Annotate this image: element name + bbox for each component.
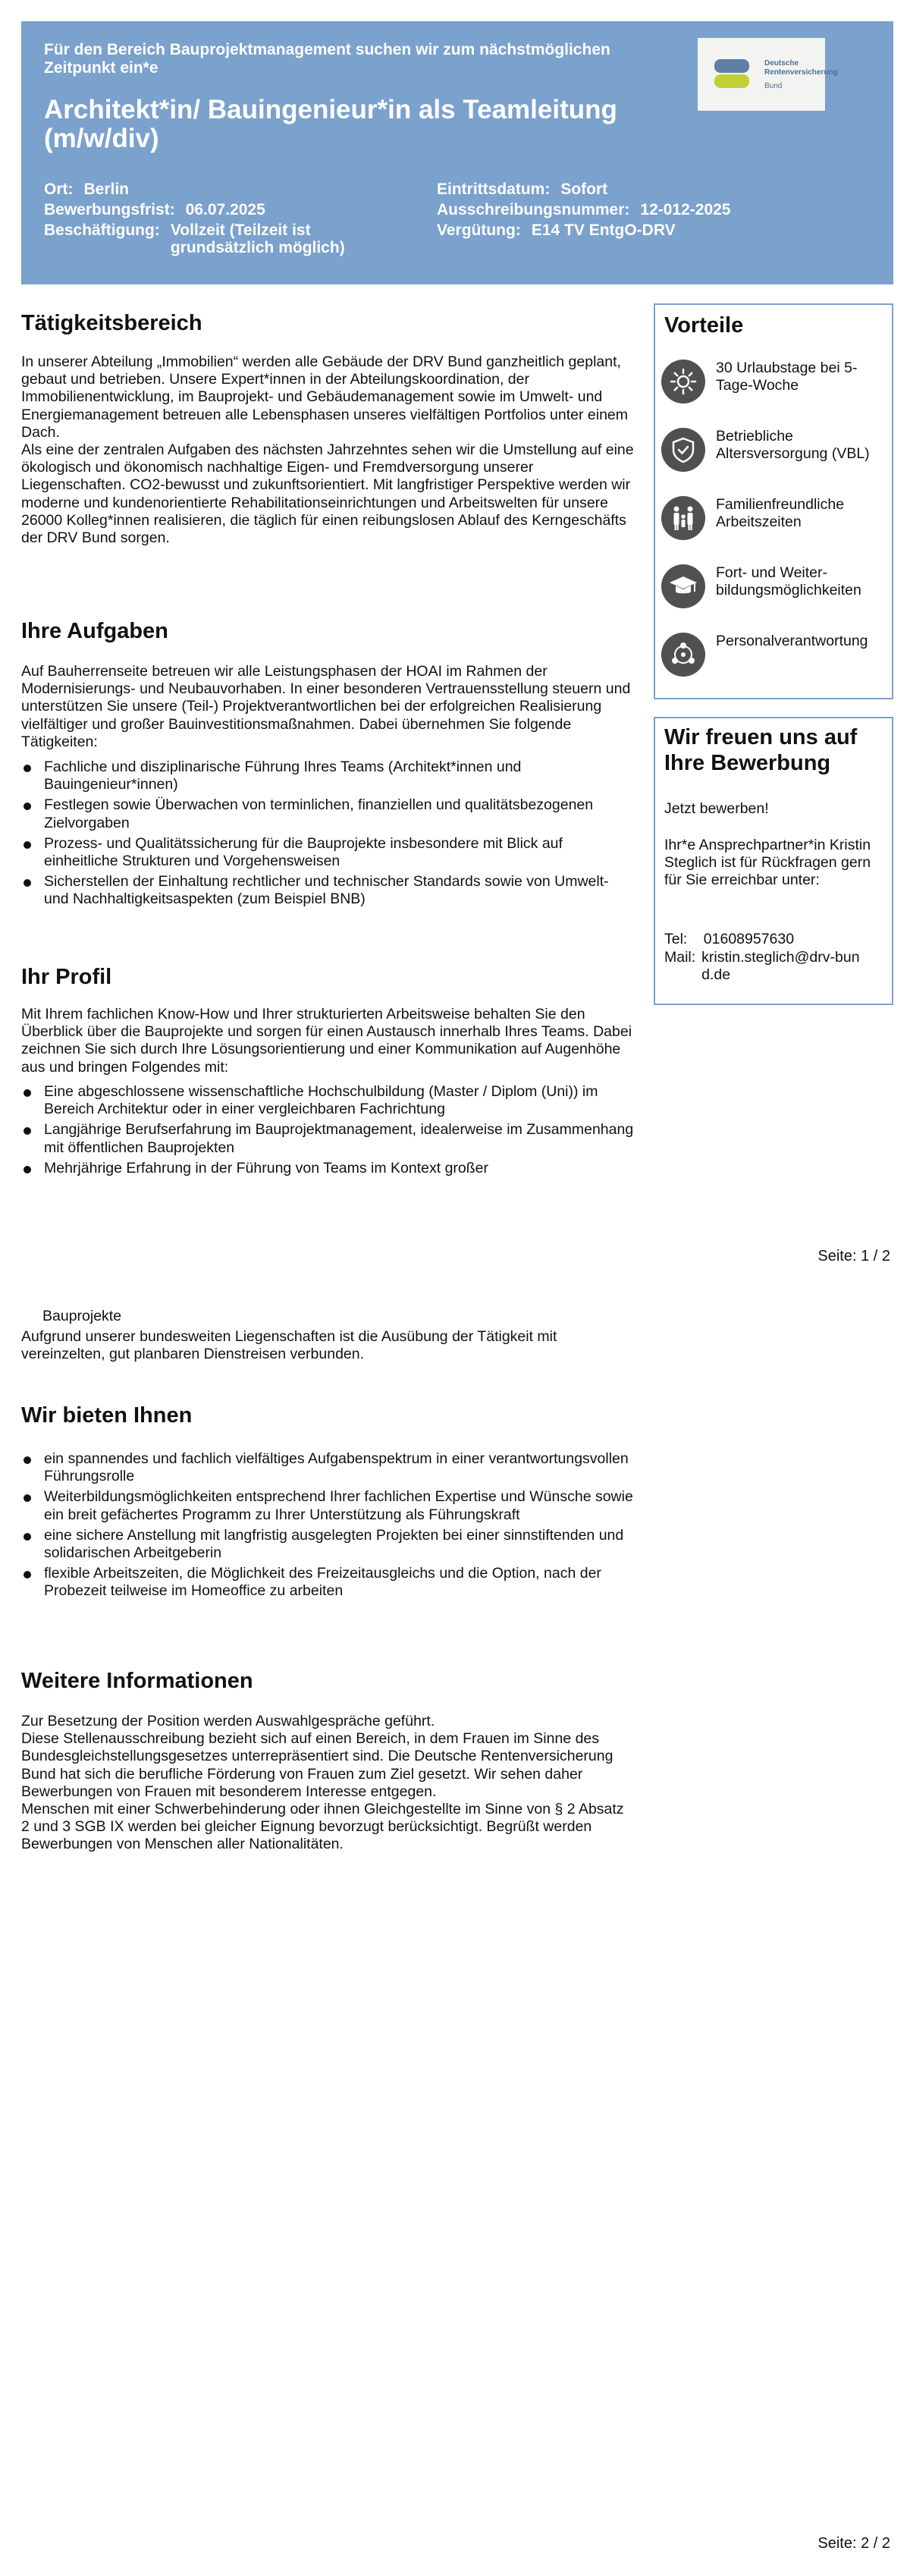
list-profil — [21, 1083, 635, 1180]
logo-text — [764, 59, 838, 91]
list-bieten — [21, 1450, 635, 1604]
logo-line-3: Bund — [764, 82, 783, 90]
list-item: Eine abgeschlossene wissenschaftliche Hochschulbildung (Master / Diplom (Uni)) im Bereich Architektur oder in einer vergleichbaren Fachrichtung — [21, 1083, 635, 1118]
benefit-text: Familienfreundliche Arbeitszeiten — [716, 496, 845, 530]
detail-beschaeftigung — [44, 221, 353, 256]
benefit-item — [661, 428, 889, 476]
benefit-item — [661, 496, 889, 545]
benefit-item — [661, 564, 889, 613]
benefit-item — [661, 633, 889, 681]
profil-continuation: Bauprojekte — [42, 1308, 122, 1324]
list-item: Festlegen sowie Überwachen von terminlichen, finanziellen und qualitätsbezogenen Zielvorgaben — [21, 796, 635, 831]
list-aufgaben — [21, 759, 635, 912]
detail-value: 12-012-2025 — [640, 201, 731, 218]
list-item: Mehrjährige Erfahrung in der Führung von Teams im Kontext großer — [21, 1160, 635, 1177]
list-item: Langjährige Berufserfahrung im Bauprojektmanagement, idealerweise im Zusammenhang mit öffentlichen Bauprojekten — [21, 1121, 635, 1156]
detail-value: Vollzeit (Teilzeit ist grundsätzlich möglich) — [170, 221, 345, 256]
list-item: flexible Arbeitszeiten, die Möglichkeit des Freizeitausgleichs und die Option, nach der Probezeit teilweise im Homeoffice zu arbeiten — [21, 1565, 635, 1600]
graduation-cap-icon — [661, 564, 705, 608]
heading-weitere: Weitere Informationen — [21, 1669, 253, 1693]
contact-phone — [664, 931, 884, 948]
page-number-2: Seite: 2 / 2 — [817, 2535, 890, 2552]
detail-label: Vergütung: — [437, 221, 521, 239]
detail-bewerbungsfrist — [44, 201, 265, 218]
text-taetigkeitsbereich: In unserer Abteilung „Immobilien“ werden alle Gebäude der DRV Bund ganzheitlich geplant, gebaut und betrieben. Unsere Expert*innen in der Abteilungskoordination, der Immobilienentwicklung, im Bauprojekt- und Gebäudemanagement sowie im Umwelt- und Energiemanagement betreuen alle Lebensphasen unseres vielfältigen Portfolios unter einem Dach. Als eine der zentralen Aufgaben des nächsten Jahrzehntes sehen wir die Umstellung auf eine ökologisch und ökonomisch nachhaltige Eigen- und Fremdversorgung unserer Liegenschaften. CO2-bewusst und zukunftsorientiert. Mit langfristiger Perspektive werden wir moderne und kundenorientierte Rehabilitationseinrichtungen und Arbeitswelten für unsere 26000 Kolleg*innen realisieren, die täglich für einen reibungslosen Ablauf des Kerngeschäfts der DRV Bund sorgen. — [21, 353, 634, 547]
heading-bieten: Wir bieten Ihnen — [21, 1403, 193, 1428]
detail-value: Berlin — [83, 181, 130, 198]
apply-now-link[interactable]: Jetzt bewerben! — [664, 800, 769, 817]
detail-value: 06.07.2025 — [185, 201, 265, 218]
list-item: Sicherstellen der Einhaltung rechtlicher und technischer Standards sowie von Umwelt- und Nachhaltigkeitsaspekten (zum Beispiel BNB) — [21, 873, 635, 908]
text-profil: Mit Ihrem fachlichen Know-How und Ihrer strukturierten Arbeitsweise behalten Sie den Überblick über die Bauprojekte und sorgen für einen Austausch innerhalb Ihres Teams. Dabei zeichnen Sie sich durch Ihre Lösungsorientierung und einer Kommunikation auf Augenhöhe aus und bringen Folgendes mit: — [21, 1006, 632, 1076]
detail-label: Ort: — [44, 181, 74, 198]
heading-vorteile: Vorteile — [664, 313, 744, 338]
benefit-text: Personalverantwortung — [716, 633, 868, 649]
detail-label: Beschäftigung: — [44, 221, 160, 239]
phone-number[interactable]: 01608957630 — [703, 931, 795, 947]
benefit-item — [661, 360, 889, 408]
heading-profil: Ihr Profil — [21, 965, 112, 989]
sun-icon — [661, 360, 705, 404]
drv-logo — [698, 38, 838, 111]
list-item: eine sichere Anstellung mit langfristig ausgelegten Projekten bei einer sinnstiftenden und solidarischen Arbeitgeberin — [21, 1527, 635, 1562]
benefit-text: Betriebliche Altersversorgung (VBL) — [716, 428, 870, 462]
detail-label: Eintrittsdatum: — [437, 181, 551, 198]
logo-line-2: Rentenversicherung — [764, 68, 838, 77]
header-intro: Für den Bereich Bauprojektmanagement suchen wir zum nächstmöglichen Zeitpunkt ein*e — [44, 41, 610, 77]
detail-verguetung — [437, 221, 676, 239]
detail-value: Sofort — [560, 181, 608, 198]
list-item: Weiterbildungsmöglichkeiten entsprechend Ihrer fachlichen Expertise und Wünsche sowie ein breit gefächertes Programm zu Ihrer Unterstützung als Führungskraft — [21, 1488, 635, 1523]
job-header — [21, 21, 893, 284]
family-icon — [661, 496, 705, 540]
benefits-box — [654, 303, 893, 699]
contact-mail — [664, 949, 884, 984]
benefit-text: 30 Urlaubstage bei 5-Tage-Woche — [716, 360, 858, 394]
application-box — [654, 717, 893, 1005]
text-profil-reisen: Aufgrund unserer bundesweiten Liegenschaften ist die Ausübung der Tätigkeit mit vereinzelten, gut planbaren Dienstreisen verbunden. — [21, 1328, 557, 1363]
list-item: Fachliche und disziplinarische Führung Ihres Teams (Architekt*innen und Bauingenieur*innen) — [21, 759, 635, 793]
text-weitere: Zur Besetzung der Position werden Auswahlgespräche geführt. Diese Stellenausschreibung bezieht sich auf einen Bereich, in dem Frauen im Sinne des Bundesgleichstellungsgesetzes unterrepräsentiert sind. Die Deutsche Rentenversicherung Bund hat sich die berufliche Förderung von Frauen zum Ziel gesetzt. Wir sehen daher Bewerbungen von Frauen mit besonderem Interesse entgegen. Menschen mit einer Schwerbehinderung oder ihnen Gleichgestellte im Sinne von § 2 Absatz 2 und 3 SGB IX werden bei gleicher Eignung bevorzugt berücksichtigt. Begrüßt werden Bewerbungen von Menschen aller Nationalitäten. — [21, 1713, 624, 1853]
heading-bewerbung: Wir freuen uns auf Ihre Bewerbung — [664, 725, 858, 775]
text-aufgaben: Auf Bauherrenseite betreuen wir alle Leistungsphasen der HOAI im Rahmen der Modernisierungs- und Neubauvorhaben. In einer besonderen Vertrauensstellung steuern und unterstützen Sie unsere (Teil-) Projektverantwortlichen bei der erfolgreichen Realisierung vielfältiger und großer Bauinvestitionsmaßnahmen. Dabei übernehmen Sie folgende Tätigkeiten: — [21, 663, 631, 750]
detail-eintrittsdatum — [437, 181, 607, 198]
detail-label: Bewerbungsfrist: — [44, 201, 175, 218]
phone-label: Tel: — [664, 931, 688, 947]
detail-ausschreibungsnummer — [437, 201, 731, 218]
page-number-1: Seite: 1 / 2 — [817, 1248, 890, 1264]
heading-taetigkeitsbereich: Tätigkeitsbereich — [21, 311, 202, 335]
mail-address[interactable]: kristin.steglich@drv-bund.de — [701, 949, 860, 983]
detail-ort — [44, 181, 129, 198]
detail-value: E14 TV EntgO-DRV — [531, 221, 676, 239]
list-item: ein spannendes und fachlich vielfältiges Aufgabenspektrum in einer verantwortungsvollen Führungsrolle — [21, 1450, 635, 1485]
logo-line-1: Deutsche — [764, 59, 799, 68]
mail-label: Mail: — [664, 949, 696, 966]
contact-text: Ihr*e Ansprechpartner*in Kristin Steglich ist für Rückfragen gern für Sie erreichbar unter: — [664, 837, 871, 888]
shield-check-icon — [661, 428, 705, 472]
heading-aufgaben: Ihre Aufgaben — [21, 619, 168, 643]
team-network-icon — [661, 633, 705, 677]
detail-label: Ausschreibungsnummer: — [437, 201, 630, 218]
job-title: Architekt*in/ Bauingenieur*in als Teamleitung (m/w/div) — [44, 95, 617, 153]
list-item: Prozess- und Qualitätssicherung für die Bauprojekte insbesondere mit Blick auf einheitliche Strukturen und Vorgehensweisen — [21, 835, 635, 870]
benefit-text: Fort- und Weiter-bildungsmöglichkeiten — [716, 564, 861, 598]
